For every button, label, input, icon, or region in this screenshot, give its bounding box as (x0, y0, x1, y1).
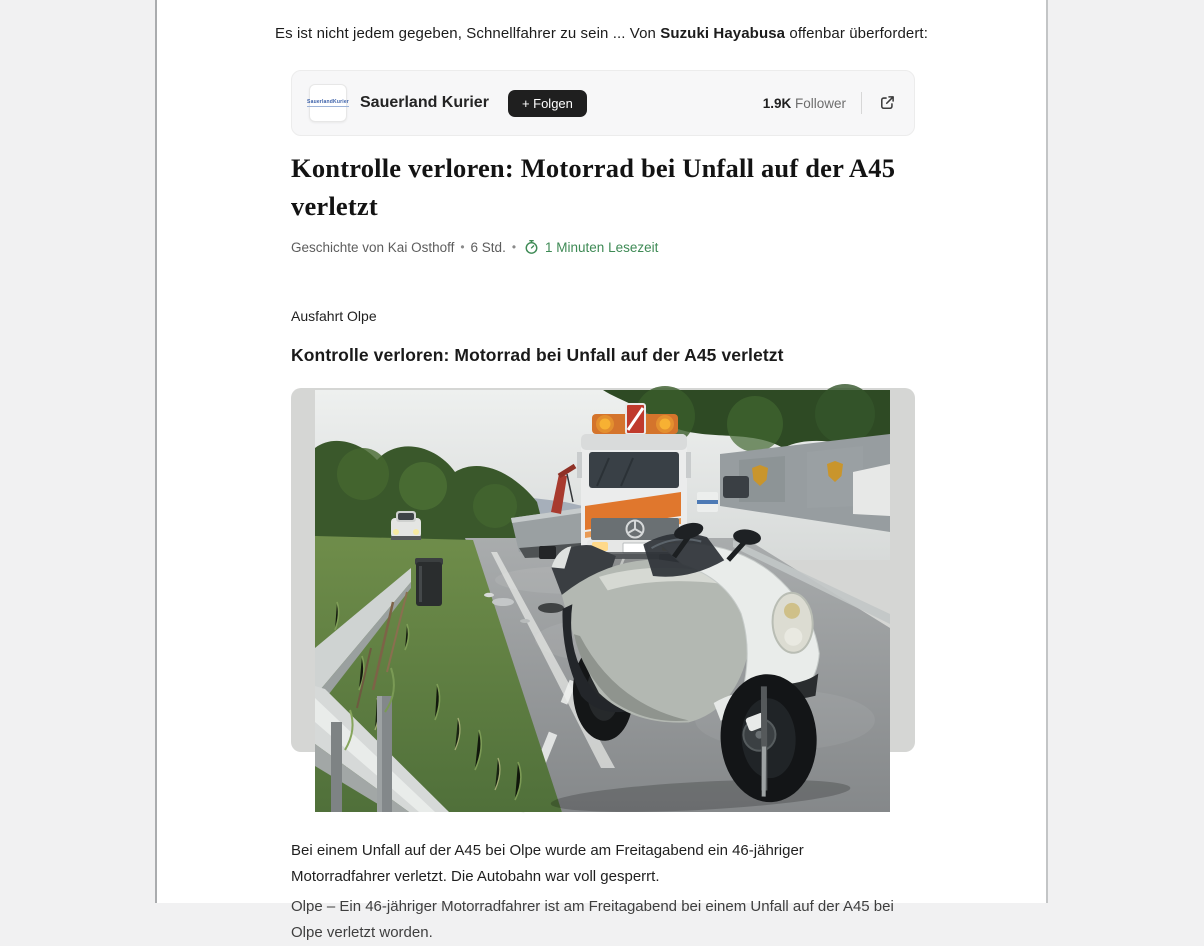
intro-bold: Suzuki Hayabusa (660, 25, 786, 42)
article-title: Kontrolle verloren: Motorrad bei Unfall auf der A45 verletzt (291, 153, 896, 221)
clipped-paragraph: Olpe – Ein 46-jähriger Motorradfahrer ist am Freitagabend bei einem Unfall auf der A45 bei Olpe verletzt worden. (291, 898, 894, 941)
published-time: 6 Std. (470, 239, 506, 255)
follower-label: Follower (794, 95, 846, 111)
vertical-divider (861, 92, 862, 114)
article-photo[interactable] (315, 390, 890, 812)
stopwatch-icon (524, 239, 539, 255)
image-kicker: Ausfahrt Olpe (291, 308, 377, 324)
publisher-name: Sauerland Kurier (360, 94, 489, 111)
read-time: 1 Minuten Lesezeit (545, 239, 659, 255)
intro-before: Es ist nicht jedem gegeben, Schnellfahrer zu sein ... Von (275, 25, 661, 42)
intro-after: offenbar überfordert: (785, 25, 928, 42)
article-subheading: Kontrolle verloren: Motorrad bei Unfall auf der A45 verletzt (291, 345, 784, 365)
article-page (155, 0, 1048, 941)
separator-dot: • (511, 240, 517, 254)
follow-button[interactable]: + Folgen (508, 90, 587, 117)
byline (291, 239, 658, 255)
author: Geschichte von Kai Osthoff (291, 239, 455, 255)
article-paragraph: Bei einem Unfall auf der A45 bei Olpe wurde am Freitagabend ein 46-jähriger Motorradfahrer verletzt. Die Autobahn war voll gesperrt. (291, 842, 804, 885)
follower-number: 1.9K (762, 95, 792, 111)
separator-dot: • (460, 240, 465, 254)
external-link-icon[interactable] (877, 93, 897, 113)
publisher-logo (309, 84, 347, 122)
publisher-logo-text: SauerlandKurier (307, 99, 349, 105)
publisher-card[interactable] (291, 70, 915, 136)
intro-text (157, 25, 1046, 42)
follower-count (763, 96, 846, 111)
